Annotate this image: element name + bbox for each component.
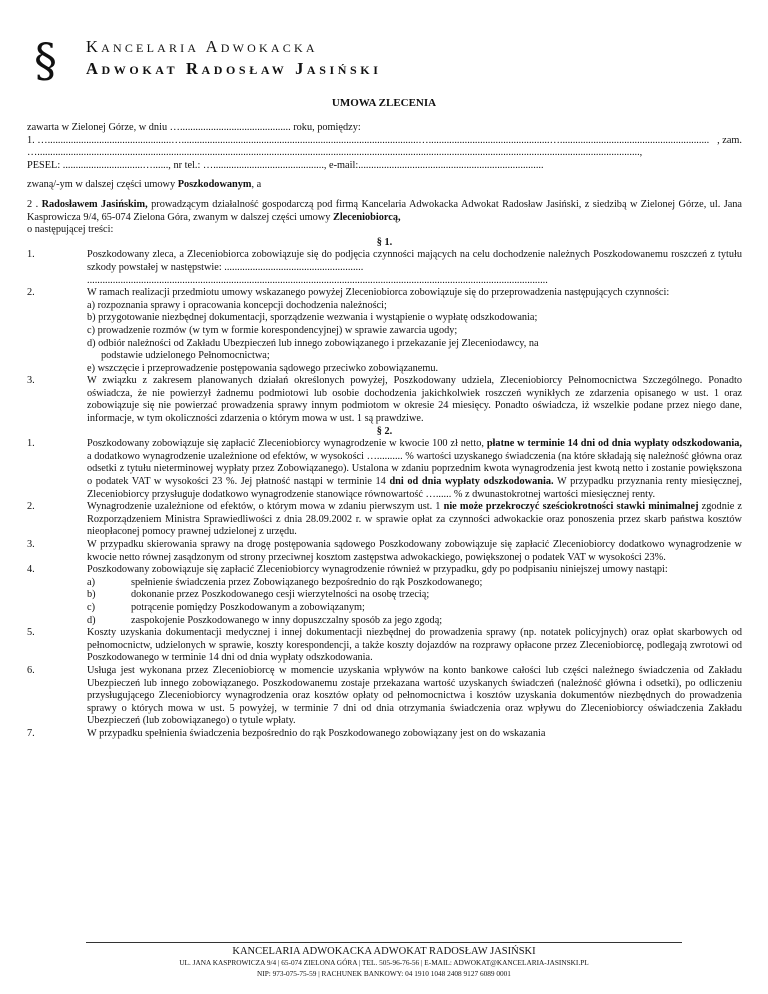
s2-item-2 bbox=[27, 501, 742, 539]
s2-i2-b: nie może przekroczyć sześciokrotności stawki minimalnej bbox=[443, 501, 699, 513]
item-text bbox=[87, 287, 742, 375]
item-number: 4. bbox=[27, 564, 35, 576]
item-text bbox=[87, 438, 742, 501]
s1-i2-text: W ramach realizacji przedmiotu umowy wskazanego powyżej Zleceniobiorca zobowiązuje się do przeprowadzenia następujących czynności: bbox=[87, 287, 670, 299]
s1-i2-b: b) przygotowanie niezbędnej dokumentacji, sporządzenie wezwania i wystąpienie o wypłatę odszkodowania; bbox=[87, 312, 538, 324]
item-number: 3. bbox=[27, 375, 35, 387]
s1-i2-d2: podstawie udzielonego Pełnomocnictwa; bbox=[101, 350, 270, 362]
firm-name-line1: Kancelaria Adwokacka bbox=[86, 37, 318, 56]
party1-designation bbox=[27, 179, 742, 192]
s2-item-6 bbox=[27, 665, 742, 728]
s1-item-1 bbox=[27, 249, 742, 287]
item-number: 5. bbox=[27, 627, 35, 639]
s2-item-4 bbox=[27, 564, 742, 627]
s2-i2-c: zgodnie z Rozporządzeniem Ministra Sprawiedliwości z dnia 28.09.2002 r. w sprawie opłat za czynności adwokackie oraz ponoszenia przez skarb państwa kosztów nieopłaconej pomocy prawnej udzielonej z urzędu. bbox=[87, 501, 742, 538]
item-number: 2. bbox=[27, 501, 35, 513]
party2-name: Radosławem Jasińskim, bbox=[41, 198, 148, 210]
item-text bbox=[87, 501, 742, 539]
firm-name bbox=[86, 36, 381, 80]
s2-i1-e: W przypadku przyznania renty miesięcznej, Zleceniobiorcy przysługuje dodatkowo wynagrodzenie stanowiące równowartość …...... % z dwunastokrotnej wartości miesięcznej renty. bbox=[87, 476, 742, 500]
designation-bold: Poszkodowanym bbox=[177, 179, 252, 191]
content-intro: o następującej treści: bbox=[27, 224, 114, 236]
footer-firm-name: KANCELARIA ADWOKACKA ADWOKAT RADOSŁAW JASIŃSKI bbox=[232, 946, 536, 957]
s2-item-1 bbox=[27, 438, 742, 501]
party1-name-dots: 1. …................................................…............................................................................................…...............................................….......................................................... bbox=[27, 134, 710, 146]
s1-i2-c: c) prowadzenie rozmów (w tym w formie korespondencyjnej) w sprawie zawarcia ugody; bbox=[87, 324, 458, 336]
page-footer bbox=[0, 945, 768, 979]
item-number: 1. bbox=[27, 438, 35, 450]
footer-divider bbox=[86, 942, 682, 943]
s2-item-7 bbox=[27, 728, 742, 741]
s1-i2-e: e) wszczęcie i przeprowadzenie postępowania sądowego przeciwko zobowiązanemu. bbox=[87, 362, 439, 374]
sub-text: dokonanie przez Poszkodowanego cesji wierzytelności na osobę trzecią; bbox=[131, 589, 430, 601]
item-text: W przypadku skierowania sprawy na drogę postępowania sądowego Poszkodowany zobowiązuje się zapłacić Zleceniobiorcy dodatkowo wynagrodzenie w kwocie netto równej zasądzonym od strony przeciwnej kosztom zastępstwa adwokackiego, powiększonej o podatek VAT w wysokości 23%. bbox=[87, 539, 742, 563]
s2-i4-a bbox=[87, 577, 742, 590]
s2-item-3 bbox=[27, 539, 742, 564]
party1-address-line: ….........................................................................................................................................................................................................................................., bbox=[27, 147, 643, 159]
s2-i1-d: dni od dnia wypłaty odszkodowania. bbox=[389, 476, 554, 488]
party1-name-line bbox=[27, 135, 742, 148]
item-text: W związku z zakresem planowanych działań określonych powyżej, Poszkodowany udziela, Zleceniobiorcy Pełnomocnictwa Szczególnego. Ponadto oświadcza, że nie powierzył żadnemu podmiotowi lub osobie dochodzenia jakichkolwiek roszczeń wynikłych ze zdarzenia opisanego w ust. 1 oraz zobowiązuje się nie powierzać prowadzenia sprawy innym podmiotom w okresie 24 miesięcy. Ponadto oświadcza, iż wszelkie podane przez niego dane, informacje, w tym okoliczności zdarzenia o którym mowa w ust. 1 są prawdziwe. bbox=[87, 375, 742, 425]
item-number: 1. bbox=[27, 249, 35, 261]
s1-item-2 bbox=[27, 287, 742, 375]
s2-item-5 bbox=[27, 627, 742, 665]
s2-i4-d bbox=[87, 615, 742, 628]
s1-item-3 bbox=[27, 375, 742, 425]
sub-text: zaspokojenie Poszkodowanego w inny dopuszczalny sposób za jego zgodą; bbox=[131, 614, 443, 626]
party1-contact-line: PESEL: ...............................…......, nr tel.: …..........................................., e-mail:........................................................................ bbox=[27, 159, 544, 171]
party1-zam-label: , zam. bbox=[717, 134, 742, 146]
s2-i4-text: Poszkodowany zobowiązuje się zapłacić Zleceniobiorcy wynagrodzenie również w przypadku, gdy po podpisaniu niniejszej umowy nastąpi: bbox=[87, 564, 668, 576]
sub-text: spełnienie świadczenia przez Zobowiązanego bezpośrednio do rąk Poszkodowanego; bbox=[131, 576, 483, 588]
contract-body bbox=[27, 122, 742, 741]
document-title: UMOWA ZLECENIA bbox=[331, 97, 437, 109]
s2-i1-a: Poszkodowany zobowiązuje się zapłacić Zleceniobiorcy wynagrodzenie w kwocie 100 zł netto, bbox=[87, 438, 487, 450]
party2-paragraph bbox=[27, 199, 742, 224]
section-sign-logo: § bbox=[34, 33, 57, 87]
section-2-heading: § 2. bbox=[376, 425, 393, 437]
item-number: 6. bbox=[27, 664, 35, 676]
sub-letter: a) bbox=[87, 576, 95, 588]
s2-i4-b bbox=[87, 589, 742, 602]
s1-i1-dots: ................................................................................................................................................................................... bbox=[87, 274, 548, 286]
item-number: 2. bbox=[27, 287, 35, 299]
sub-text: potrącenie pomiędzy Poszkodowanym a zobowiązanym; bbox=[131, 601, 365, 613]
s2-i4-c bbox=[87, 602, 742, 615]
item-text: Usługa jest wykonana przez Zleceniobiorcę w momencie uzyskania wpływów na konto bankowe całości lub części należnego świadczenia od Zakładu Ubezpieczeń lub innego zobowiązanego. Poszkodowanemu zostaje przekazana wartość uzyskanych świadczeń (należność główna i odsetki), po odliczeniu przysługującego Zleceniobiorcy wynagrodzenia oraz kosztów opłaty od pełnomocnictwa i kosztów uzyskania dokumentów niezbędnych do prowadzenia sprawy o których mowa w ust. 5 powyżej, w terminie 7 dni od dnia otrzymania świadczenia oraz wpływu do Zleceniobiorcy oświadczenia Zakładu Ubezpieczeń (lub zobowiązanego) o tytule wpłaty. bbox=[87, 664, 742, 727]
item-number: 3. bbox=[27, 539, 35, 550]
sub-letter: c) bbox=[87, 601, 95, 613]
item-text bbox=[87, 249, 742, 287]
sub-letter: b) bbox=[87, 589, 96, 601]
s1-i1-text: Poszkodowany zleca, a Zleceniobiorca zobowiązuje się do podjęcia czynności mających na celu dochodzenie należnych Poszkodowanemu roszczeń z tytułu szkody powstałej w następstwie: ...................................................... bbox=[87, 249, 742, 273]
sub-letter: d) bbox=[87, 614, 96, 626]
item-text: Koszty uzyskania dokumentacji medycznej i innej dokumentacji niezbędnej do prowadzenia sprawy (np. notatek policyjnych) oraz opłat skarbowych od pełnomocnictw, udzielonych w sprawie, koszty korespondencji, a także koszty dojazdów na rozprawy opłacone przez Zleceniobiorcę, podlegają zwrotowi od Poszkodowanego w terminie 14 dni od dnia wypłaty odszkodowania. bbox=[87, 627, 742, 664]
designation-end: , a bbox=[251, 179, 262, 191]
s2-i1-c: a dodatkowo wynagrodzenie uzależnione od efektów, w wysokości ….......... % wartości uzyskanego świadczenia (na które składają się należność główna oraz odsetki z tytułu nieterminowej wypłaty przez Zobowiązanego). Ustalona w zdaniu poprzednim kwota wynagrodzenia jest kwotą netto i zostanie powiększona o podatek VAT w wysokości 23 %. Jej płatność nastąpi w terminie 14 bbox=[87, 450, 742, 488]
s2-i2-a: Wynagrodzenie uzależnione od efektów, o którym mowa w zdaniu pierwszym ust. 1 bbox=[87, 501, 444, 513]
item-number: 7. bbox=[27, 727, 35, 739]
item-text: W przypadku spełnienia świadczenia bezpośrednio do rąk Poszkodowanego zobowiązany jest on do wskazania bbox=[87, 727, 546, 739]
designation-text: zwaną/-ym w dalszej części umowy bbox=[27, 179, 178, 191]
firm-name-line2: Adwokat Radosław Jasiński bbox=[86, 59, 382, 78]
s1-i2-d: d) odbiór należności od Zakładu Ubezpieczeń lub innego zobowiązanego i przekazanie jej Zleceniodawcy, na bbox=[87, 337, 539, 349]
section-1-heading: § 1. bbox=[376, 236, 393, 248]
s2-i1-b: płatne w terminie 14 dni od dnia wypłaty odszkodowania, bbox=[486, 438, 742, 450]
party2-number: 2 . bbox=[27, 198, 42, 210]
footer-address: UL. JANA KASPROWICZA 9/4 | 65-074 ZIELONA GÓRA | TEL. 505-96-76-56 | E-MAIL: ADWOKAT@KANCELARIA-JASINSKI.PL bbox=[179, 958, 589, 967]
intro-date-line: zawarta w Zielonej Górze, w dniu …........................................... roku, pomiędzy: bbox=[27, 122, 361, 133]
item-text bbox=[87, 564, 742, 627]
s1-i2-a: a) rozpoznania sprawy i opracowania koncepcji dochodzenia należności; bbox=[87, 299, 387, 311]
footer-bank: NIP: 973-075-75-59 | RACHUNEK BANKOWY: 04 1910 1048 2408 9127 6089 0001 bbox=[257, 968, 511, 978]
party2-designation: Zleceniobiorcą, bbox=[332, 211, 401, 223]
party2-desc: prowadzącym działalność gospodarczą pod firmą Kancelaria Adwokacka Adwokat Radosław Jasiński, z siedzibą w Zielonej Górze, ul. Jana Kasprowicza 9/4, 65-074 Zielona Góra, zwanym w dalszej części umowy bbox=[27, 198, 742, 223]
